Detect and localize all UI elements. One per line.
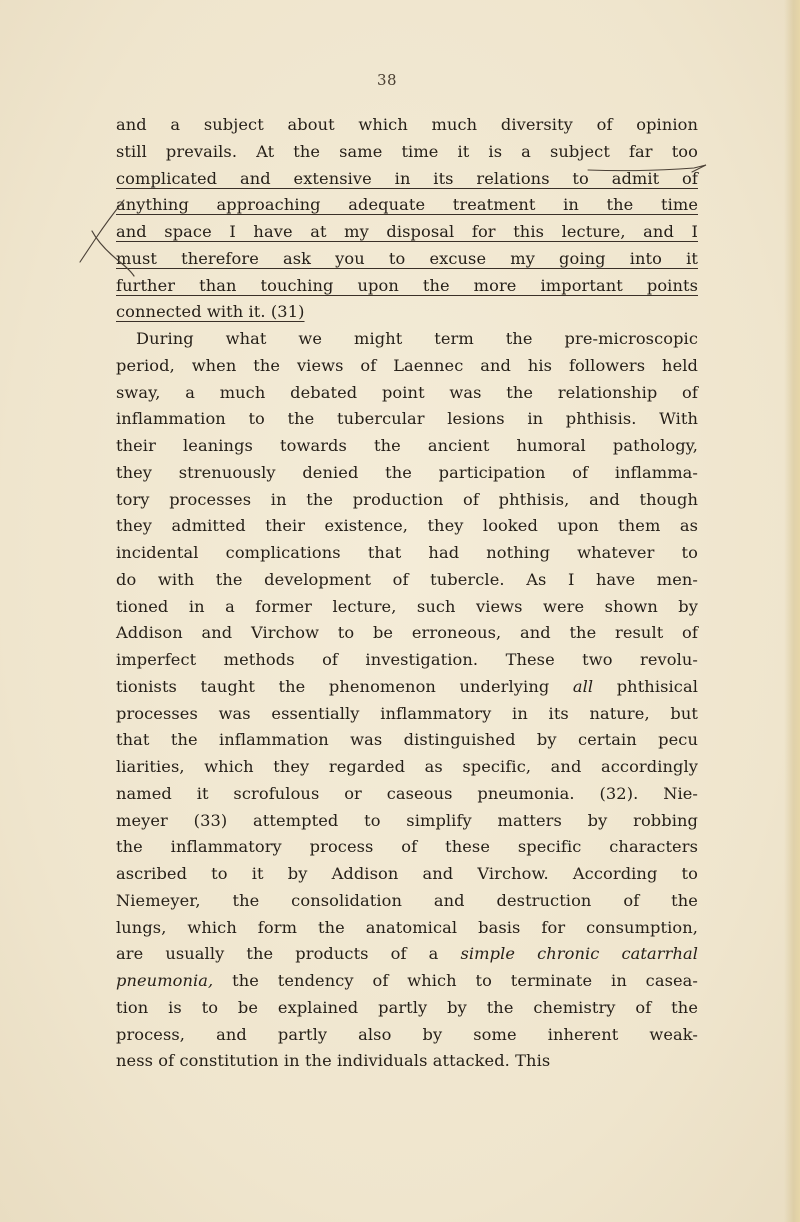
text-line-underlined: must therefore ask you to excuse my going into it bbox=[116, 248, 698, 268]
text-line: liarities, which they regarded as specific, and accordingly bbox=[116, 757, 698, 776]
emphasis-text: simple chronic catarrhal bbox=[460, 944, 699, 964]
text-line: During what we might term the pre-microscopic bbox=[136, 329, 698, 348]
text-line: processes was essentially inflammatory in its nature, but bbox=[116, 703, 698, 723]
text-line: tion is to be explained partly by the chemistry of the bbox=[116, 997, 698, 1017]
text-line: and a subject about which much diversity of opinion bbox=[116, 115, 698, 134]
emphasis-text: all bbox=[572, 676, 594, 696]
body-text bbox=[116, 112, 698, 1075]
page-number: 38 bbox=[377, 71, 398, 89]
text-line: lungs, which form the anatomical basis for consumption, bbox=[116, 917, 698, 937]
text-line-underlined: anything approaching adequate treatment in the time bbox=[116, 195, 698, 215]
text-line: imperfect methods of investigation. These two revolu- bbox=[116, 650, 698, 669]
text-line: incidental complications that had nothing whatever to bbox=[116, 543, 698, 562]
text-line: Niemeyer, the consolidation and destruction of the bbox=[116, 890, 698, 910]
paragraph-two bbox=[116, 326, 698, 1075]
text-line: meyer (33) attempted to simplify matters by robbing bbox=[116, 810, 698, 830]
text-line: Addison and Virchow to be erroneous, and the result of bbox=[116, 623, 698, 643]
text-line: the inflammatory process of these specific characters bbox=[116, 837, 698, 857]
text-line: that the inflammation was distinguished by certain pecu bbox=[116, 730, 698, 750]
text-line: their leanings towards the ancient humoral pathology, bbox=[116, 436, 698, 455]
text-line: tionists taught the phenomenon underlying all phthisical bbox=[116, 676, 698, 696]
text-line-underlined: complicated and extensive in its relations to admit of bbox=[116, 168, 698, 188]
emphasis-text: pneumonia, bbox=[116, 971, 214, 990]
text-line: period, when the views of Laennec and his followers held bbox=[116, 355, 698, 375]
text-line: they admitted their existence, they looked upon them as bbox=[116, 516, 698, 536]
text-line: ness of constitution in the individuals attacked. This bbox=[116, 1051, 551, 1071]
text-line: tory processes in the production of phthisis, and though bbox=[116, 489, 698, 509]
page-edge-shadow bbox=[784, 0, 800, 1222]
text-line: do with the development of tubercle. As I have men- bbox=[116, 569, 698, 589]
text-line: pneumonia, the tendency of which to terminate in casea- bbox=[116, 971, 698, 990]
text-line: process, and partly also by some inherent weak- bbox=[116, 1024, 698, 1044]
text-line: sway, a much debated point was the relationship of bbox=[116, 382, 698, 402]
text-line: ascribed to it by Addison and Virchow. According to bbox=[116, 864, 698, 883]
text-line-underlined: connected with it. (31) bbox=[116, 302, 305, 322]
text-line-underlined: further than touching upon the more important points bbox=[116, 275, 698, 295]
text-line: still prevails. At the same time it is a subject far too bbox=[116, 141, 698, 161]
text-line: named it scrofulous or caseous pneumonia. (32). Nie- bbox=[116, 783, 698, 803]
text-line: tioned in a former lecture, such views were shown by bbox=[116, 596, 698, 616]
text-line: inflammation to the tubercular lesions in phthisis. With bbox=[116, 409, 698, 429]
paragraph-one bbox=[116, 112, 698, 326]
text-line: are usually the products of a simple chronic catarrhal bbox=[116, 944, 699, 964]
text-line-underlined: and space I have at my disposal for this lecture, and I bbox=[116, 222, 698, 241]
text-line: they strenuously denied the participation of inflamma- bbox=[116, 462, 698, 482]
